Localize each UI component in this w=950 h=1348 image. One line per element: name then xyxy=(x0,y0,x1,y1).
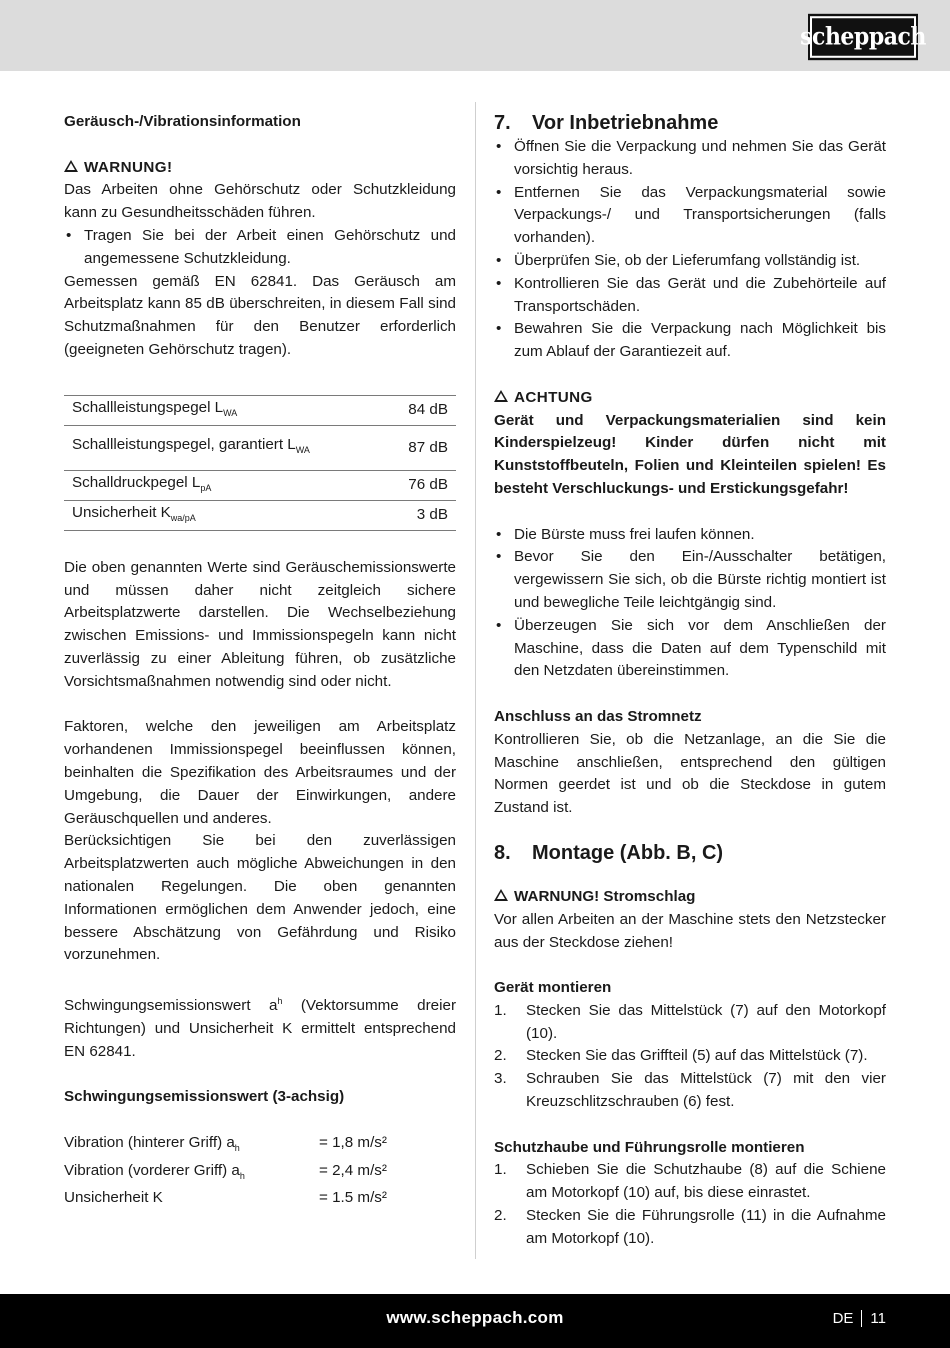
spacer xyxy=(64,967,456,990)
power-heading: Anschluss an das Stromnetz xyxy=(494,707,702,725)
measured-text: Gemessen gemäß EN 62841. Das Geräusch am Arbeitsplatz kann 85 dB überschreiten, in diesem Fall sind Schutzmaßnahmen für den Benutzer erforderlich (geeigneten Gehörschutz tragen). xyxy=(64,272,456,358)
table-cell-value: 87 dB xyxy=(370,425,456,470)
emission-paragraph: Die oben genannten Werte sind Geräuschemissionswerte und müssen daher nicht zeitgleich sichere Arbeitsplatzwerte darstellen. Die Wechselbeziehung zwischen Emissions- und Immissionspegeln kann nicht zuverlässig zu einer Ableitung führen, ob zusätzliche Vorsichtsmaßnahmen notwendig sind oder nicht. xyxy=(64,558,456,690)
list-item: • Überzeugen Sie sich vor dem Anschließen der Maschine, dass die Daten auf dem Typenschild mit den Netzdaten übereinstimmen. xyxy=(494,615,886,683)
list-item: • Tragen Sie bei der Arbeit einen Gehörschutz und angemessene Schutzkleidung. xyxy=(64,225,456,271)
spacer xyxy=(494,501,886,524)
table-cell-label xyxy=(64,395,370,425)
section-number: 7. xyxy=(494,112,511,134)
spacer xyxy=(64,362,456,395)
section-number: 8. xyxy=(494,841,511,864)
spacer xyxy=(494,1114,886,1137)
vibration-sup: h xyxy=(277,995,283,1006)
step-text: Stecken Sie das Mittelstück (7) auf den Motorkopf (10). xyxy=(526,1001,886,1042)
noise-heading: Geräusch-/Vibrationsinformation xyxy=(64,113,301,130)
vibration-label xyxy=(64,1160,319,1188)
spacer xyxy=(494,820,886,840)
page-number: 11 xyxy=(870,1310,886,1327)
website-link[interactable]: www.scheppach.com xyxy=(386,1308,564,1327)
list-item: • Öffnen Sie die Verpackung und nehmen Sie das Gerät vorsichtig heraus. xyxy=(494,136,886,182)
vibration-label xyxy=(64,1132,319,1160)
vibration-row xyxy=(64,1132,456,1160)
factors-paragraph: Faktoren, welche den jeweiligen am Arbeitsplatz vorhandenen Immissionspegel beeinflussen können, beinhalten die Spezifikation des Arbeitsraumes und der Umgebung, die Dauer der Einwirkungen, andere Geräuschquellen und anderes. xyxy=(64,718,456,827)
table-row xyxy=(64,425,456,470)
vibration-label: Unsicherheit K xyxy=(64,1189,163,1207)
spacer xyxy=(494,954,886,977)
vibration-value: = 2,4 m/s² xyxy=(319,1161,387,1179)
step-number: 1. xyxy=(494,1161,507,1179)
sound-label: Schalldruckpegel L xyxy=(72,473,201,491)
spacer xyxy=(64,1109,456,1132)
table-row xyxy=(64,395,456,425)
sound-label: Unsicherheit K xyxy=(72,503,171,521)
table-row xyxy=(64,470,456,500)
sound-sub: pA xyxy=(200,482,212,493)
vibration-label-text: Vibration (vorderer Griff) a xyxy=(64,1161,240,1179)
warning-label-text: WARNUNG! xyxy=(84,158,173,176)
vibration-paragraph-a: Schwingungsemissionswert a xyxy=(64,996,278,1014)
sound-label: Schallleistungspegel, garantiert L xyxy=(72,436,296,454)
vibration-sub: h xyxy=(234,1142,240,1153)
attention-text: Gerät und Verpackungsmaterialien sind kein Kinderspielzeug! Kinder dürfen nicht mit Kunststoffbeuteln, Folien und Kleinteilen spielen! Es besteht Verschluckungs- und Erstickungsgefahr! xyxy=(494,411,886,497)
step-number: 1. xyxy=(494,1001,507,1019)
list-item: • Bevor Sie den Ein-/Ausschalter betätigen, vergewissern Sie sich, ob die Bürste richtig montiert ist und bewegliche Teile leichtgängig sind. xyxy=(494,546,886,614)
attention-label-text: ACHTUNG xyxy=(514,388,593,406)
sound-sub: wa/pA xyxy=(170,512,196,523)
warning-icon xyxy=(494,390,508,402)
spacer xyxy=(64,1063,456,1086)
mount-steps xyxy=(494,1000,886,1114)
list-item xyxy=(494,1068,886,1114)
guard-heading: Schutzhaube und Führungsrolle montieren xyxy=(494,1138,805,1156)
vibration-value: = 1,8 m/s² xyxy=(319,1133,387,1151)
table-cell-value: 76 dB xyxy=(370,470,456,500)
column-divider xyxy=(475,102,476,1259)
warning-bullet-list xyxy=(64,225,456,271)
attention-label xyxy=(494,387,886,410)
step-text: Schrauben Sie das Mittelstück (7) mit den vier Kreuzschlitzschrauben (6) fest. xyxy=(526,1070,886,1111)
vibration-row xyxy=(64,1160,456,1188)
list-item: • Entfernen Sie das Verpackungsmaterial sowie Verpackungs-/ und Transportsicherungen (falls vorhanden). xyxy=(494,182,886,250)
page-separator xyxy=(861,1310,862,1327)
consider-paragraph: Berücksichtigen Sie bei den zuverlässigen Arbeitsplatzwerten auch mögliche Abweichungen in den nationalen Regelungen. Die oben genannten Informationen ermöglichen dem Anwender jedoch, eine bessere Abschätzung von Gefährdung und Risiko vorzunehmen. xyxy=(64,832,456,964)
vibration-heading: Schwingungsemissionswert (3-achsig) xyxy=(64,1088,345,1106)
section-7-heading xyxy=(494,110,886,136)
table-row xyxy=(64,500,456,530)
spacer xyxy=(494,683,886,706)
sound-label: Schallleistungspegel L xyxy=(72,398,224,416)
unpacking-list xyxy=(494,136,886,364)
list-item: • Die Bürste muss frei laufen können. xyxy=(494,524,886,547)
list-item: • Überprüfen Sie, ob der Lieferumfang vollständig ist. xyxy=(494,250,886,273)
spacer xyxy=(494,866,886,886)
vibration-value: = 1.5 m/s² xyxy=(319,1189,387,1207)
spacer xyxy=(494,364,886,387)
step-text: Schieben Sie die Schutzhaube (8) auf die Schiene am Motorkopf (10) auf, bis diese einrastet. xyxy=(526,1161,886,1202)
step-text: Stecken Sie das Griffteil (5) auf das Mittelstück (7). xyxy=(526,1047,868,1065)
warning-text: Das Arbeiten ohne Gehörschutz oder Schutzkleidung kann zu Gesundheitsschäden führen. xyxy=(64,181,456,222)
sound-sub: WA xyxy=(223,407,238,418)
list-item xyxy=(494,1159,886,1205)
step-number: 2. xyxy=(494,1207,507,1225)
step-text: Stecken Sie die Führungsrolle (11) in die Aufnahme am Motorkopf (10). xyxy=(526,1207,886,1247)
list-item: • Bewahren Sie die Verpackung nach Möglichkeit bis zum Ablauf der Garantiezeit auf. xyxy=(494,318,886,364)
warning-label xyxy=(64,157,456,180)
spacer xyxy=(64,694,456,717)
vibration-paragraph xyxy=(64,990,456,1063)
footer-bar xyxy=(0,1294,950,1348)
warning-icon xyxy=(494,889,508,901)
page-info xyxy=(833,1310,886,1327)
list-item xyxy=(494,1045,886,1068)
section-title: Vor Inbetriebnahme xyxy=(532,112,719,134)
step-number: 3. xyxy=(494,1070,507,1088)
brush-list xyxy=(494,524,886,684)
right-column xyxy=(494,110,886,1251)
left-column xyxy=(64,110,456,1210)
table-cell-label xyxy=(64,470,370,500)
list-item xyxy=(494,1000,886,1046)
scheppach-logo: scheppach xyxy=(808,14,918,60)
vibration-sub: h xyxy=(239,1170,245,1181)
language-code: DE xyxy=(832,1310,854,1327)
spacer xyxy=(64,531,456,557)
shock-text: Vor allen Arbeiten an der Maschine stets den Netzstecker aus der Steckdose ziehen! xyxy=(494,910,886,951)
section-8-heading xyxy=(494,840,886,866)
shock-label-text: WARNUNG! Stromschlag xyxy=(514,887,696,905)
vibration-paragraph-b: (Vektorsumme dreier Richtungen) und Unsicherheit K ermittelt entsprechend EN 62841. xyxy=(64,996,457,1060)
table-cell-value: 3 dB xyxy=(370,500,456,530)
sound-sub: WA xyxy=(295,445,310,456)
vibration-row xyxy=(64,1187,456,1210)
section-title: Montage (Abb. B, C) xyxy=(532,841,724,864)
table-cell-label xyxy=(64,500,370,530)
step-number: 2. xyxy=(494,1047,507,1065)
list-item: • Kontrollieren Sie das Gerät und die Zubehörteile auf Transportschäden. xyxy=(494,273,886,319)
guard-steps xyxy=(494,1159,886,1250)
spacer xyxy=(64,134,456,157)
sound-table xyxy=(64,395,456,531)
power-text: Kontrollieren Sie, ob die Netzanlage, an die Sie die Maschine anschließen, entsprechend den gültigen Normen geerdet ist und ob die Steckdose in gutem Zustand ist. xyxy=(494,730,886,817)
vibration-label-text: Vibration (hinterer Griff) a xyxy=(64,1133,235,1151)
mount-heading: Gerät montieren xyxy=(494,979,612,997)
list-item xyxy=(494,1205,886,1251)
table-cell-label xyxy=(64,425,370,470)
warning-icon xyxy=(64,160,78,172)
header-bar xyxy=(0,0,950,71)
table-cell-value: 84 dB xyxy=(370,395,456,425)
shock-warning-label xyxy=(494,886,886,909)
